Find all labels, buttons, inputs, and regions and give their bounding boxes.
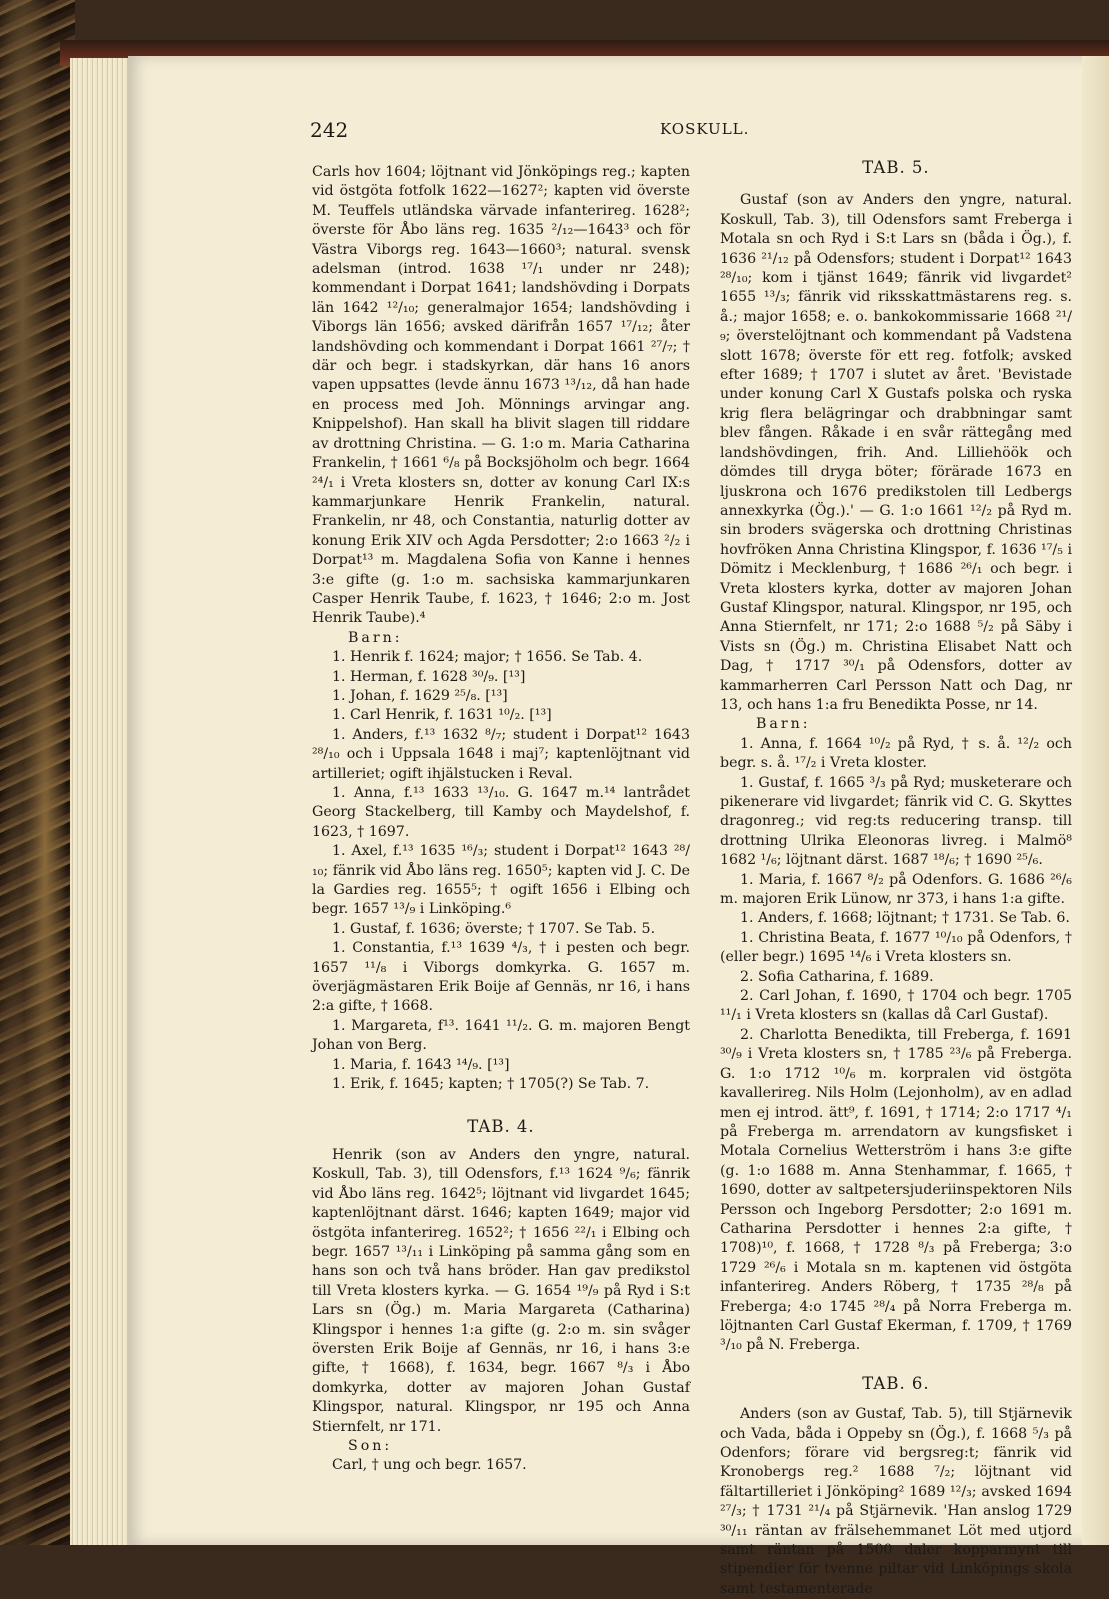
paragraph: 1. Anders, f.¹³ 1632 ⁸/₇; student i Dorpat¹² 1643 ²⁸/₁₀ och i Uppsala 1648 i maj⁷; kaptenlöjtnant vid artilleriet; ogift ihjälstucken i Reval. xyxy=(312,726,690,782)
paragraph: Gustaf (son av Anders den yngre, natural. Koskull, Tab. 3), till Odensfors samt Freberga i Motala sn och Ryd i S:t Lars sn (båda i Ög.), f. 1636 ²¹/₁₂ på Odensfors; student i Dorpat¹² 1643 ²⁸/₁₀; kom i tjänst 1649; fänrik vid livgardet² 1655 ¹³/₃; fänrik vid riksskattmästarens reg. s. å.; major 1658; e. o. bankokommissarie 1668 ²¹/₉; överstelöjtnant och kommendant på Vadstena slott 1678; överste för ett reg. fotfolk; avsked efter 1689; † 1707 i slutet av året. 'Bevistade under konung Carl X Gustafs polska och ryska krig flera belägringar och drabbningar samt blev fången. Råkade i en svår rättegång med landshövdingen, frih. And. Lilliehöök och dömdes till dryga böter; förärade 1673 en ljuskrona och 1676 predikstolen till Ledbergs annexkyrka (Ög.).' — G. 1:o 1661 ¹²/₂ på Ryd m. sin broders svägerska och drottning Christinas hovfröken Anna Christina Klingspor, f. 1636 ¹⁷/₅ i Dömitz i Mecklenburg, † 1686 ²⁶/₁ och begr. i Vreta klosters kyrka, dotter av majoren Johan Gustaf Klingspor, natural. Klingspor, nr 195, och Anna Stiernfelt, nr 171; 2:o 1688 ⁵/₂ på Säby i Vists sn (Ög.) m. Christina Elisabet Natt och Dag, † 1717 ³⁰/₁ på Odensfors, dotter av kammarherren Carl Persson Natt och Dag, nr 13, och hans 1:a fru Benedikta Posse, nr 14. xyxy=(720,192,1072,713)
paragraph: 1. Herman, f. 1628 ³⁰/₉. [¹³] xyxy=(332,668,526,685)
paragraph: 1. Anna, f. 1664 ¹⁰/₂ på Ryd, † s. å. ¹²/₂ och begr. s. å. ¹⁷/₂ i Vreta kloster. xyxy=(720,735,1072,772)
paragraph: 1. Gustaf, f. 1636; överste; † 1707. Se Tab. 5. xyxy=(332,920,656,937)
paragraph: 1. Erik, f. 1645; kapten; † 1705(?) Se Tab. 7. xyxy=(332,1076,650,1093)
paragraph: 1. Anders, f. 1668; löjtnant; † 1731. Se Tab. 6. xyxy=(740,910,1070,927)
table-heading: TAB. 5. xyxy=(862,158,930,177)
paragraph: Henrik (son av Anders den yngre, natural. Koskull, Tab. 3), till Odensfors, f.¹³ 1624 ⁹/₆; fänrik vid Åbo läns reg. 1642⁵; löjtnant vid livgardet 1645; kaptenlöjtnant därst. 1646; kapten 1649; major vid östgöta infanterireg. 1652²; † 1656 ²²/₁ i Elbing och begr. 1657 ¹³/₁₁ i Linköping på samma gång som en hans son och två hans bröder. Han gav predikstol till Vreta klosters kyrka. — G. 1654 ¹⁹/₉ på Ryd i S:t Lars sn (Ög.) m. Maria Margareta (Catharina) Klingspor i hennes 1:a gifte (g. 2:o m. sin svåger översten Erik Boije af Gennäs, nr 16, i hans 3:e gifte, † 1668), f. 1634, begr. 1667 ⁸/₃ i Åbo domkyrka, dotter av majoren Johan Gustaf Klingspor, natural. Klingspor, nr 195 och Anna Stiernfelt, nr 171. xyxy=(312,1146,690,1435)
section-label: Barn: xyxy=(348,629,403,646)
paragraph: 2. Sofia Catharina, f. 1689. xyxy=(740,968,934,985)
table-heading: TAB. 6. xyxy=(862,1373,930,1393)
page-number: 242 xyxy=(310,118,349,142)
paragraph: 2. Carl Johan, f. 1690, † 1704 och begr. 1705 ¹¹/₁ i Vreta klosters sn (kallas då Carl Gustaf). xyxy=(720,988,1072,1024)
paragraph: 1. Christina Beata, f. 1677 ¹⁰/₁₀ på Odenfors, † (eller begr.) 1695 ¹⁴/₆ i Vreta klosters sn. xyxy=(720,929,1072,966)
running-head: KOSKULL. xyxy=(660,120,750,138)
left-column xyxy=(312,163,690,1476)
table-heading: TAB. 4. xyxy=(467,1116,535,1136)
paragraph: 1. Henrik f. 1624; major; † 1656. Se Tab. 4. xyxy=(332,649,643,666)
book-cover-marbled-edge xyxy=(0,0,75,1545)
paragraph: 1. Gustaf, f. 1665 ³/₃ på Ryd; musketerare och pikenerare vid livgardet; fänrik vid C. G. Skyttes dragonreg.; vid reg:ts reducering transp. till drottning Ulrika Eleonoras livreg. i Malmö⁸ 1682 ¹/₆; löjtnant därst. 1687 ¹⁸/₆; † 1690 ²⁵/₆. xyxy=(720,774,1072,869)
paragraph: 1. Maria, f. 1667 ⁸/₂ på Odenfors. G. 1686 ²⁶/₆ m. majoren Erik Lünow, nr 373, i hans 1:a gifte. xyxy=(720,871,1072,908)
paragraph: 1. Margareta, f¹³. 1641 ¹¹/₂. G. m. majoren Bengt Johan von Berg. xyxy=(312,1017,690,1054)
paragraph: 1. Axel, f.¹³ 1635 ¹⁶/₃; student i Dorpat¹² 1643 ²⁸/₁₀; fänrik vid Åbo läns reg. 1650⁵; kapten vid J. C. De la Gardies reg. 1655⁵; † ogift 1656 i Elbing och begr. 1657 ¹³/₉ i Linköping.⁶ xyxy=(312,843,690,918)
paragraph: Anders (son av Gustaf, Tab. 5), till Stjärnevik och Vada, båda i Oppeby sn (Ög.), f. 1668 ⁵/₃ på Odenfors; förare vid bergsreg:t; fänrik vid Kronobergs reg.² 1688 ⁷/₂; löjtnant vid fältartilleriet i Jönköping² 1689 ¹²/₃; avsked 1694 ²⁷/₃; † 1731 ²¹/₄ på Stjärnevik. 'Han anslog 1729 ³⁰/₁₁ räntan av frälsehemmanet Löt med utjord samt räntan på 1500 daler kopparmynt till stipendier för tvenne piltar vid Linköpings skola samt testamenterade xyxy=(720,1406,1072,1597)
right-column xyxy=(720,158,1072,1599)
paragraph: Carl, † ung och begr. 1657. xyxy=(332,1457,527,1474)
section-label: Son: xyxy=(348,1438,393,1454)
paragraph: 1. Constantia, f.¹³ 1639 ⁴/₃, † i pesten och begr. 1657 ¹¹/₈ i Viborgs domkyrka. G. 1657 m. överjägmästaren Erik Boije af Gennäs, nr 16, i hans 2:a gifte, † 1668. xyxy=(312,940,690,1015)
paragraph: 1. Carl Henrik, f. 1631 ¹⁰/₂. [¹³] xyxy=(332,707,552,724)
paragraph: 1. Maria, f. 1643 ¹⁴/₉. [¹³] xyxy=(332,1056,510,1073)
paragraph: 1. Johan, f. 1629 ²⁵/₈. [¹³] xyxy=(332,687,508,704)
paragraph: Carls hov 1604; löjtnant vid Jönköpings reg.; kapten vid östgöta fotfolk 1622—1627²; kapten vid överste M. Teuffels utländska värvade infanterireg. 1628²; överste för Åbo läns reg. 1635 ²/₁₂—1643³ och för Västra Viborgs reg. 1643—1660³; natural. svensk adelsman (introd. 1638 ¹⁷/₁ under nr 248); kommendant i Dorpat 1641; landshövding i Dorpats län 1642 ¹²/₁₀; generalmajor 1654; landshövding i Viborgs län 1656; avsked därifrån 1657 ¹⁷/₁₂; åter landshövding och kommendant i Dorpat 1661 ²⁷/₇; † där och begr. i stadskyrkan, där hans 16 anors vapen uppsattes (levde ännu 1673 ¹³/₁₂, då han hade en process med Joh. Mönnings arvingar ang. Knippelshof). Han skall ha blivit slagen till riddare av drottning Christina. — G. 1:o m. Maria Catharina Frankelin, † 1661 ⁶/₈ på Bocksjöholm och begr. 1664 ²⁴/₁ i Vreta klosters sn, dotter av konung Carl IX:s kammarjunkare Henrik Frankelin, natural. Frankelin, nr 48, och Constantia, naturlig dotter av konung Erik XIV och Agda Persdotter; 2:o 1663 ²/₂ i Dorpat¹³ m. Magdalena Sofia von Kanne i hennes 3:e gifte (g. 1:o m. sachsiska kammarjunkaren Casper Henrik Taube, f. 1623, † 1646; 2:o m. Jost Henrik Taube).⁴ xyxy=(312,164,690,627)
paragraph: 2. Charlotta Benedikta, till Freberga, f. 1691 ³⁰/₉ i Vreta klosters sn, † 1785 ²³/₆ på Freberga. G. 1:o 1712 ¹⁰/₆ m. korpralen vid östgöta kavallerireg. Nils Holm (Lejonholm), av en adlad men ej introd. ätt⁹, f. 1691, † 1714; 2:o 1717 ⁴/₁ på Freberga m. arrendatorn av kungsfisket i Motala Cornelius Wetterström i hans 3:e gifte (g. 1:o 1688 m. Anna Stenhammar, f. 1665, † 1690, dotter av saltpetersjuderiinspektoren Nils Persson och Ingeborg Persdotter; 2:o 1691 m. Catharina Persdotter i hennes 2:a gifte, † 1708)¹⁰, f. 1668, † 1728 ⁸/₃ på Freberga; 3:o 1729 ²⁶/₆ i Motala sn m. kaptenen vid östgöta infanterireg. Anders Röberg, † 1735 ²⁸/₈ på Freberga; 4:o 1745 ²⁸/₄ på Norra Freberga m. löjtnanten Carl Gustaf Ekerman, f. 1709, † 1769 ³/₁₀ på N. Freberga. xyxy=(720,1026,1072,1354)
page-stack-edge xyxy=(70,58,130,1545)
paragraph: 1. Anna, f.¹³ 1633 ¹³/₁₀. G. 1647 m.¹⁴ lantrådet Georg Stackelberg, till Kamby och Maydelshof, f. 1623, † 1697. xyxy=(312,785,690,840)
section-label: Barn: xyxy=(756,716,811,733)
facing-page-edge xyxy=(1082,56,1109,1545)
